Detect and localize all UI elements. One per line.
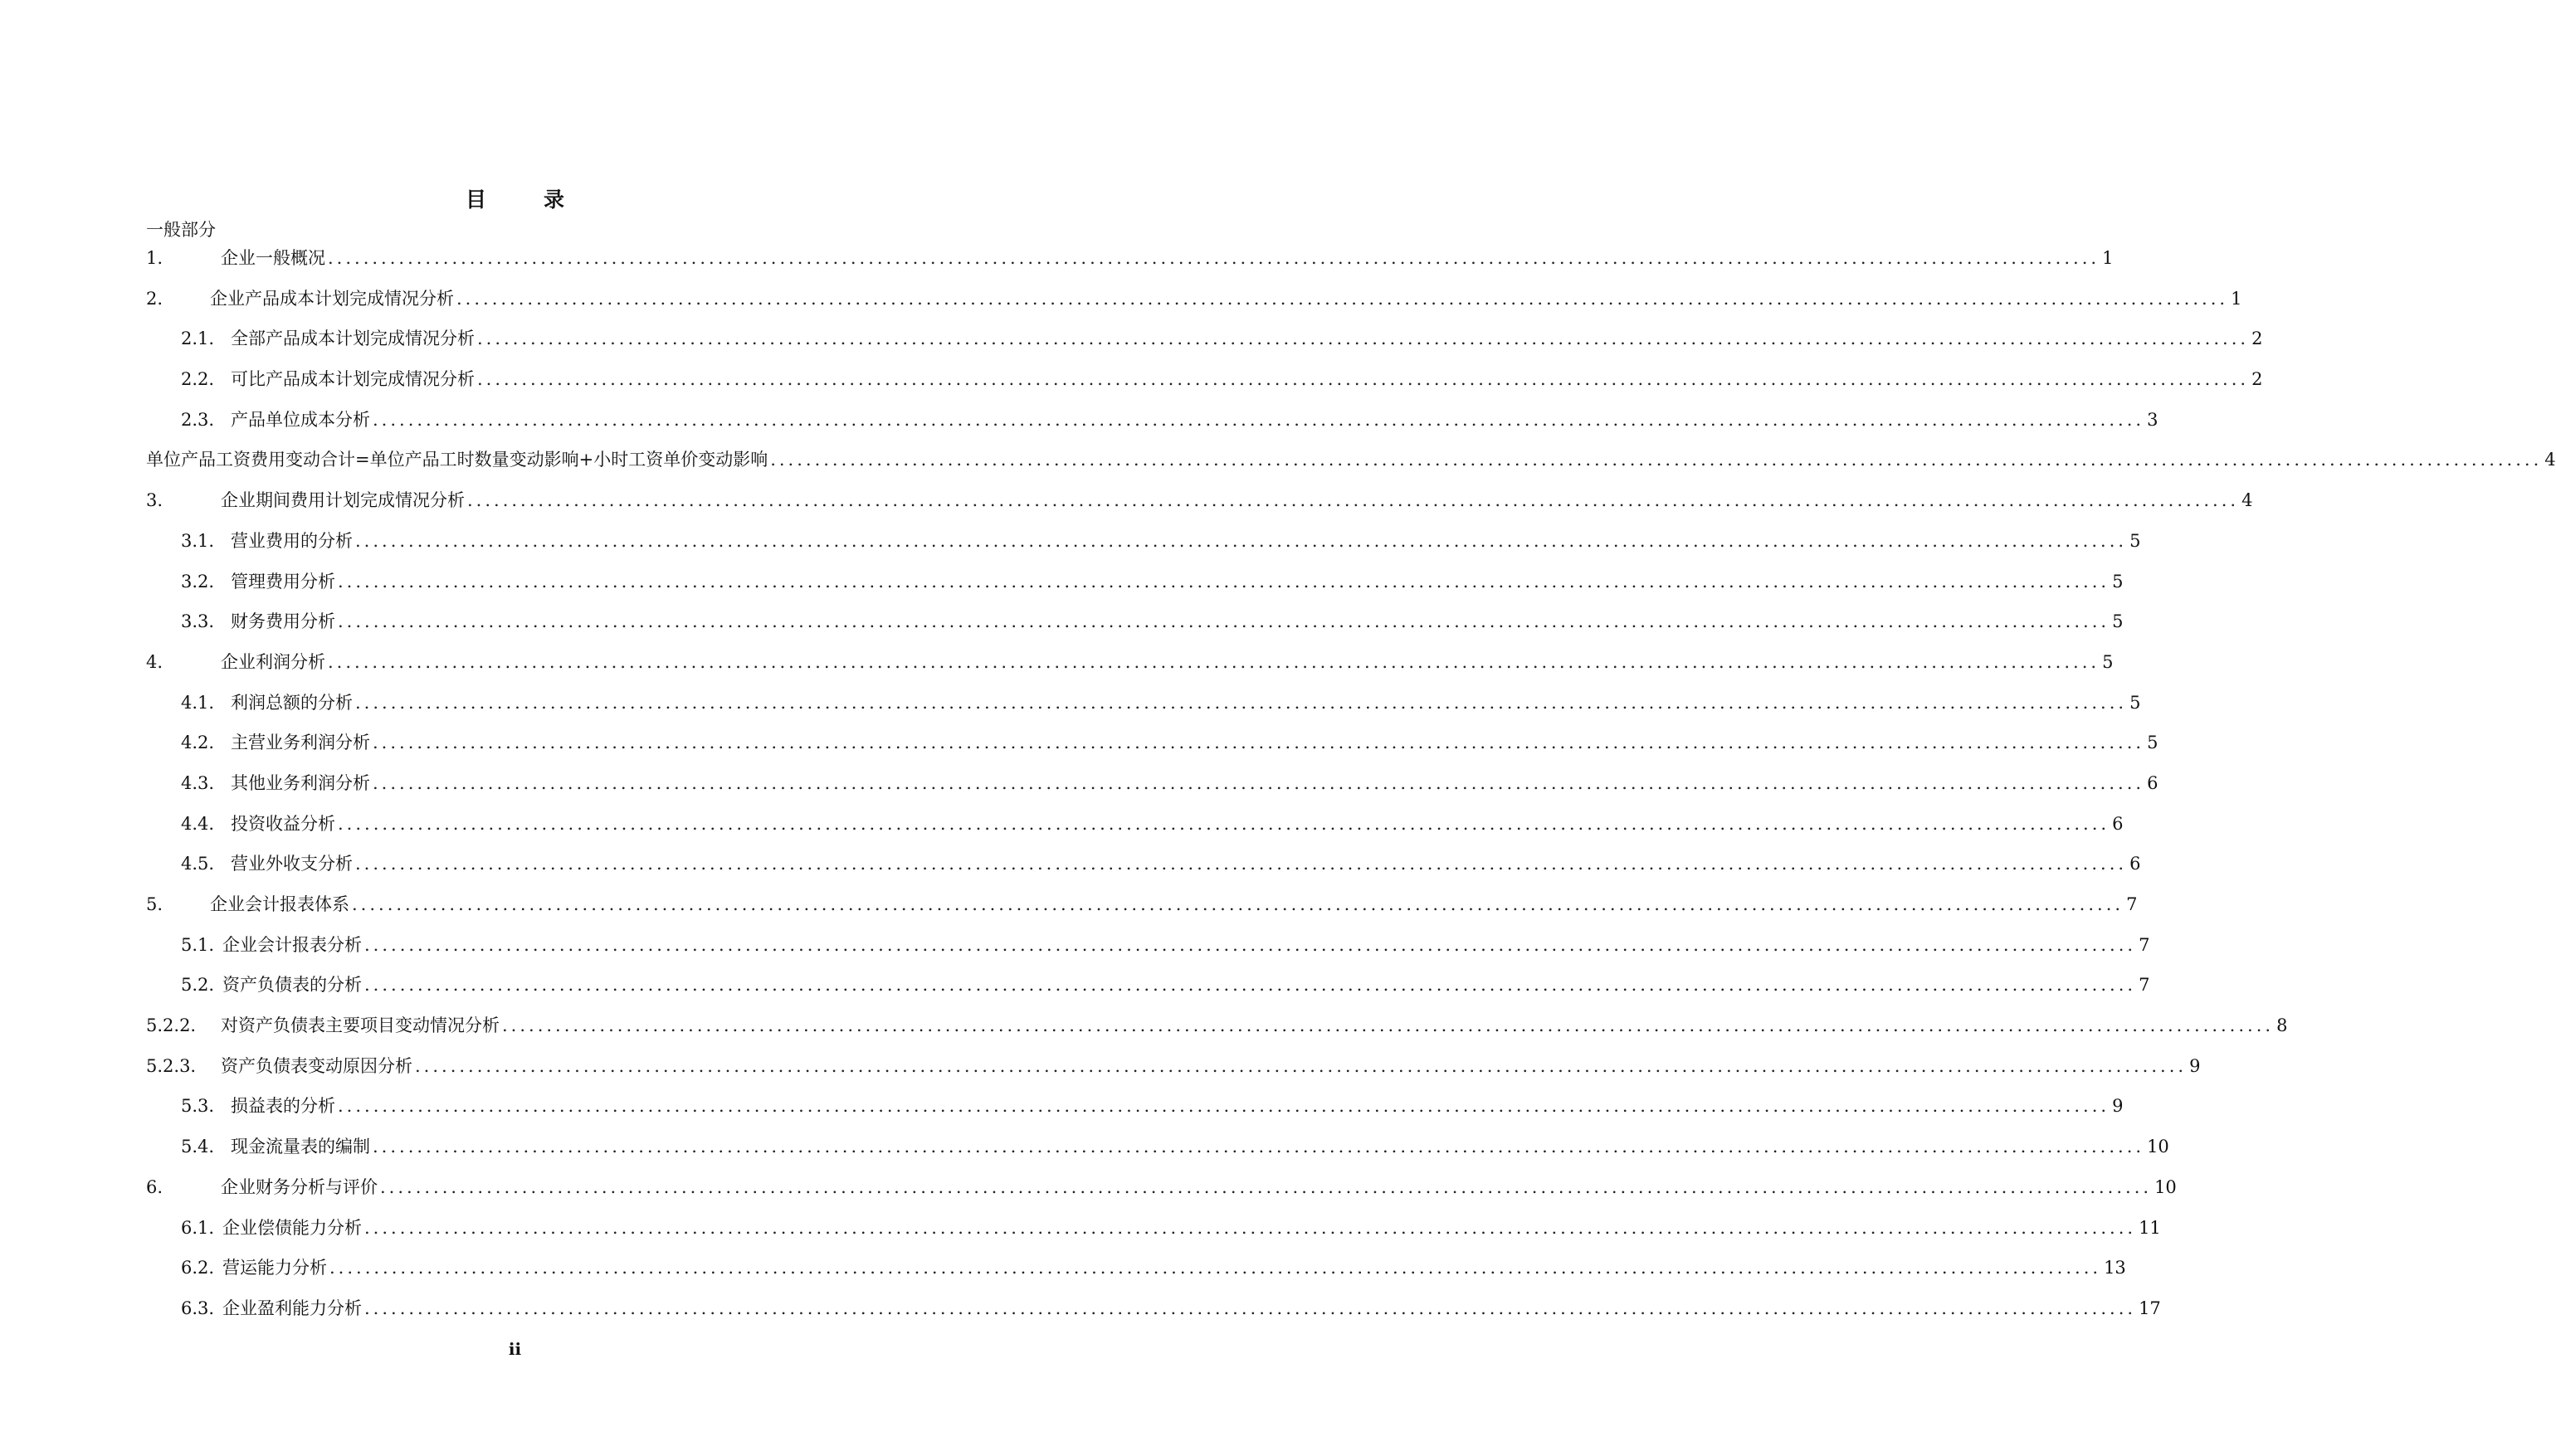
- toc-entry-number: 4.1.: [181, 692, 215, 713]
- toc-entry-number: 5.2.: [181, 975, 215, 996]
- dot-leader: ........................................................................................................................................................................................................: [352, 894, 2124, 914]
- toc-entry-page: 7: [2126, 894, 2138, 914]
- toc-entry-title: 资产负债表的分析: [222, 975, 362, 996]
- toc-entry-page: 5: [2112, 571, 2124, 592]
- dot-leader: ........................................................................................................................................................................................................: [355, 530, 2128, 551]
- dot-leader: ........................................................................................................................................................................................................: [456, 288, 2229, 309]
- toc-entry[interactable]: [146, 1293, 2161, 1333]
- toc-entry-number: 2.3.: [181, 409, 215, 430]
- dot-leader: ........................................................................................................................................................................................................: [364, 1298, 2137, 1318]
- toc-entry-title: 其他业务利润分析: [231, 772, 370, 793]
- toc-entry-number: 3.2.: [181, 571, 215, 592]
- toc-entry-page: 6: [2112, 813, 2124, 834]
- toc-entry[interactable]: [146, 1171, 2177, 1212]
- page-number: ii: [508, 1339, 522, 1359]
- dot-leader: ........................................................................................................................................................................................................: [373, 733, 2145, 753]
- toc-entry-number: 5.2.2.: [146, 1015, 197, 1036]
- toc-entry[interactable]: [146, 1252, 2126, 1293]
- toc-entry-number: 6.2.: [181, 1258, 215, 1278]
- dot-leader: ........................................................................................................................................................................................................: [477, 369, 2250, 390]
- dot-leader: ........................................................................................................................................................................................................: [380, 1176, 2153, 1197]
- toc-entry-title: 投资收益分析: [231, 813, 335, 834]
- toc-entry[interactable]: [146, 1010, 2288, 1050]
- toc-entry-number: 5.1.: [181, 934, 215, 955]
- toc-entry-page: 9: [2189, 1055, 2201, 1076]
- dot-leader: ........................................................................................................................................................................................................: [373, 772, 2145, 793]
- toc-entry-page: 4: [2544, 450, 2556, 470]
- toc-entry[interactable]: [146, 889, 2138, 929]
- toc-entry-number: 4.2.: [181, 733, 215, 753]
- toc-entry-number: 1.: [146, 248, 163, 268]
- toc-entry-number: 5.4.: [181, 1137, 215, 1157]
- toc-entry-number: 3.: [146, 490, 163, 511]
- toc-entry-page: 10: [2154, 1176, 2177, 1197]
- toc-entry[interactable]: [146, 727, 2158, 767]
- toc-entry-number: 2.2.: [181, 369, 215, 390]
- toc-entry-page: 2: [2251, 369, 2263, 390]
- dot-leader: ........................................................................................................................................................................................................: [338, 611, 2110, 632]
- dot-leader: ........................................................................................................................................................................................................: [338, 571, 2110, 592]
- toc-entry-page: 1: [2231, 288, 2242, 309]
- dot-leader: ........................................................................................................................................................................................................: [364, 1217, 2137, 1238]
- toc-entry-title: 企业期间费用计划完成情况分析: [221, 490, 465, 511]
- toc-entry-page: 17: [2139, 1298, 2161, 1318]
- toc-entry[interactable]: [146, 444, 2556, 485]
- toc-entry[interactable]: [146, 404, 2158, 445]
- toc-entry-page: 5: [2102, 651, 2114, 672]
- toc-entry-page: 9: [2112, 1096, 2124, 1117]
- toc-entry-title: 利润总额的分析: [231, 692, 353, 713]
- toc-entry-title: 企业财务分析与评价: [221, 1176, 378, 1197]
- toc-entry-number: 4.5.: [181, 854, 215, 874]
- toc-entry-number: 6.3.: [181, 1298, 215, 1318]
- dot-leader: ........................................................................................................................................................................................................: [329, 1258, 2102, 1278]
- toc-entry-title: 现金流量表的编制: [231, 1137, 370, 1157]
- toc-entry-title: 企业一般概况: [221, 248, 325, 268]
- toc-entry-title: 对资产负债表主要项目变动情况分析: [221, 1015, 500, 1036]
- toc-entry-page: 3: [2147, 409, 2158, 430]
- toc-entry-page: 6: [2129, 854, 2141, 874]
- toc-entry-page: 2: [2251, 329, 2263, 349]
- toc-entry-number: 4.: [146, 651, 163, 672]
- toc-entry[interactable]: [146, 646, 2114, 687]
- toc-entry-title: 企业盈利能力分析: [222, 1298, 362, 1318]
- toc-entry-title: 企业偿债能力分析: [222, 1217, 362, 1238]
- toc-entry-number: 2.: [146, 288, 163, 309]
- toc-entry-page: 7: [2139, 934, 2150, 955]
- toc-entry-title: 主营业务利润分析: [231, 733, 370, 753]
- toc-entry-number: 6.: [146, 1176, 163, 1197]
- toc-entry-number: 4.4.: [181, 813, 215, 834]
- toc-entry-number: 3.3.: [181, 611, 215, 632]
- dot-leader: ........................................................................................................................................................................................................: [338, 1096, 2110, 1117]
- toc-entry[interactable]: [146, 808, 2124, 849]
- toc-entry[interactable]: [146, 1131, 2169, 1171]
- dot-leader: ........................................................................................................................................................................................................: [477, 329, 2250, 349]
- toc-entry[interactable]: [146, 606, 2124, 646]
- toc-entry-title: 企业利润分析: [221, 651, 325, 672]
- toc-entry-page: 13: [2104, 1258, 2126, 1278]
- toc-entry-number: 5.2.3.: [146, 1055, 197, 1076]
- toc-entry-number: 5.: [146, 894, 163, 914]
- toc-entry[interactable]: [146, 1050, 2201, 1091]
- toc-entry-page: 6: [2147, 772, 2158, 793]
- dot-leader: ........................................................................................................................................................................................................: [338, 813, 2110, 834]
- toc-entry[interactable]: [146, 687, 2141, 728]
- dot-leader: ........................................................................................................................................................................................................: [328, 248, 2100, 268]
- toc-entry-title: 营业外收支分析: [231, 854, 353, 874]
- toc-entry[interactable]: [146, 969, 2150, 1010]
- toc-entry-title: 企业产品成本计划完成情况分析: [210, 288, 454, 309]
- toc-entry[interactable]: [146, 767, 2158, 808]
- toc-entry-title: 营运能力分析: [222, 1258, 327, 1278]
- dot-leader: ........................................................................................................................................................................................................: [355, 692, 2128, 713]
- dot-leader: ........................................................................................................................................................................................................: [770, 450, 2543, 470]
- dot-leader: ........................................................................................................................................................................................................: [373, 1137, 2145, 1157]
- toc-entry-number: 2.1.: [181, 329, 215, 349]
- toc-entry-title: 资产负债表变动原因分析: [221, 1055, 412, 1076]
- toc-entry[interactable]: [146, 1090, 2124, 1131]
- page-title: 目 录: [465, 187, 583, 212]
- toc-entry-number: 4.3.: [181, 772, 215, 793]
- toc-entry-number: 6.1.: [181, 1217, 215, 1238]
- dot-leader: ........................................................................................................................................................................................................: [364, 934, 2137, 955]
- toc-entry-number: 3.1.: [181, 530, 215, 551]
- table-of-contents: [146, 242, 2556, 1333]
- toc-entry[interactable]: [146, 283, 2242, 324]
- toc-entry-title: 可比产品成本计划完成情况分析: [231, 369, 475, 390]
- toc-entry-title: 财务费用分析: [231, 611, 335, 632]
- toc-entry-page: 5: [2112, 611, 2124, 632]
- toc-entry-title: 全部产品成本计划完成情况分析: [231, 329, 475, 349]
- toc-entry[interactable]: [146, 363, 2263, 404]
- toc-entry[interactable]: [146, 525, 2141, 566]
- toc-entry-title: 企业会计报表体系: [210, 894, 349, 914]
- dot-leader: ........................................................................................................................................................................................................: [355, 854, 2128, 874]
- section-heading: 一般部分: [146, 220, 216, 240]
- dot-leader: ........................................................................................................................................................................................................: [467, 490, 2240, 511]
- toc-entry-page: 8: [2276, 1015, 2288, 1036]
- dot-leader: ........................................................................................................................................................................................................: [415, 1055, 2188, 1076]
- toc-entry-page: 4: [2241, 490, 2253, 511]
- toc-entry-title: 管理费用分析: [231, 571, 335, 592]
- dot-leader: ........................................................................................................................................................................................................: [502, 1015, 2275, 1036]
- toc-entry-title: 单位产品工资费用变动合计=单位产品工时数量变动影响+小时工资单价变动影响: [146, 450, 768, 470]
- toc-entry-page: 5: [2129, 530, 2141, 551]
- toc-entry-page: 5: [2129, 692, 2141, 713]
- toc-entry-page: 1: [2102, 248, 2114, 268]
- toc-entry[interactable]: [146, 242, 2114, 283]
- toc-entry[interactable]: [146, 566, 2124, 606]
- toc-entry-title: 损益表的分析: [231, 1096, 335, 1117]
- toc-entry[interactable]: [146, 929, 2150, 970]
- toc-entry[interactable]: [146, 323, 2263, 363]
- toc-entry[interactable]: [146, 1212, 2161, 1253]
- toc-entry[interactable]: [146, 848, 2141, 889]
- toc-entry-page: 10: [2147, 1137, 2169, 1157]
- toc-entry-page: 7: [2139, 975, 2150, 996]
- toc-entry-page: 11: [2139, 1217, 2161, 1238]
- toc-entry-page: 5: [2147, 733, 2158, 753]
- toc-entry-number: 5.3.: [181, 1096, 215, 1117]
- toc-entry-title: 营业费用的分析: [231, 530, 353, 551]
- dot-leader: ........................................................................................................................................................................................................: [364, 975, 2137, 996]
- toc-entry-title: 企业会计报表分析: [222, 934, 362, 955]
- toc-entry-title: 产品单位成本分析: [231, 409, 370, 430]
- dot-leader: ........................................................................................................................................................................................................: [328, 651, 2100, 672]
- toc-entry[interactable]: [146, 485, 2253, 525]
- dot-leader: ........................................................................................................................................................................................................: [373, 409, 2145, 430]
